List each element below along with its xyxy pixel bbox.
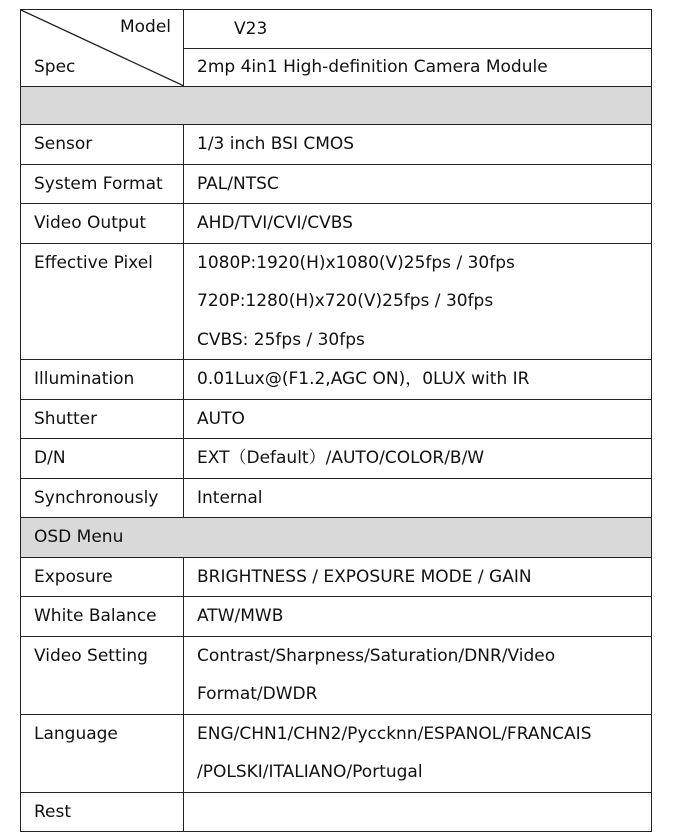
row-value-cell: [184, 478, 652, 518]
table-row: [21, 557, 652, 597]
section-divider-row: [21, 87, 652, 125]
row-value: ATW/MWB: [197, 606, 284, 626]
row-label: White Balance: [34, 606, 157, 626]
row-value: PAL/NTSC: [197, 173, 279, 194]
row-value-cell: [184, 636, 652, 714]
row-label: Illumination: [34, 369, 135, 389]
table-row: [21, 360, 652, 400]
row-value-cell: [184, 243, 652, 360]
model-value: V23: [184, 10, 651, 49]
row-value: 1/3 inch BSI CMOS: [197, 134, 355, 154]
row-label: Video Setting: [34, 645, 148, 666]
table-row: [21, 399, 652, 439]
row-label: Shutter: [34, 408, 98, 429]
row-label: Video Output: [34, 213, 147, 233]
spec-sheet: [20, 9, 651, 832]
row-value: AUTO: [197, 408, 245, 429]
row-value: AHD/TVI/CVI/CVBS: [197, 213, 353, 233]
row-label-cell: [21, 243, 184, 360]
row-value: Contrast/Sharpness/Saturation/DNR/Video: [197, 645, 556, 666]
osd-rows: [21, 557, 652, 832]
row-label-cell: [21, 557, 184, 597]
row-value: EXT（Default）/AUTO/COLOR/B/W: [197, 448, 485, 468]
row-value: Format/DWDR: [197, 684, 318, 704]
row-value-cell: [184, 164, 652, 204]
row-label: Synchronously: [34, 487, 159, 508]
table-row: [21, 636, 652, 714]
osd-section-row: [21, 518, 652, 558]
model-label: Model: [119, 17, 171, 37]
row-value-cell: [184, 597, 652, 637]
row-label-cell: [21, 360, 184, 400]
row-value-cell: [184, 204, 652, 244]
row-value: Internal: [197, 487, 263, 508]
row-value: 720P:1280(H)x720(V)25fps / 30fps: [197, 291, 494, 311]
table-row: [21, 243, 652, 360]
table-row: [21, 164, 652, 204]
row-value-cell: [184, 399, 652, 439]
row-label: Effective Pixel: [34, 252, 153, 273]
table-row: [21, 125, 652, 165]
row-label-cell: [21, 125, 184, 165]
row-label-cell: [21, 478, 184, 518]
row-value-cell: [184, 557, 652, 597]
table-row: [21, 478, 652, 518]
header-row: [21, 10, 652, 87]
row-value-cell: [184, 439, 652, 479]
row-value: ENG/CHN1/CHN2/Pyccknn/ESPANOL/FRANCAIS: [197, 723, 592, 744]
spec-label: Spec: [34, 57, 76, 77]
row-value-cell: [184, 714, 652, 792]
row-label: Language: [34, 723, 118, 744]
row-label: Rest: [34, 801, 72, 822]
row-label: Sensor: [34, 134, 93, 154]
osd-section-label: OSD Menu: [34, 527, 124, 547]
table-row: [21, 204, 652, 244]
row-label: D/N: [34, 448, 66, 468]
row-label-cell: [21, 597, 184, 637]
row-label: System Format: [34, 173, 163, 194]
row-value: BRIGHTNESS / EXPOSURE MODE / GAIN: [197, 566, 532, 587]
header-values-cell: [184, 10, 652, 87]
row-label-cell: [21, 636, 184, 714]
row-label-cell: [21, 399, 184, 439]
row-label: Exposure: [34, 566, 113, 587]
table-row: [21, 714, 652, 792]
row-label-cell: [21, 164, 184, 204]
row-label-cell: [21, 792, 184, 832]
row-value: 1080P:1920(H)x1080(V)25fps / 30fps: [197, 252, 515, 273]
row-value-empty: [197, 793, 651, 832]
row-label-cell: [21, 439, 184, 479]
section-divider-cell: [21, 87, 652, 125]
row-value-cell: [184, 792, 652, 832]
osd-section-cell: [21, 518, 652, 558]
row-value-cell: [184, 360, 652, 400]
spec-table: [20, 9, 652, 832]
row-value-cell: [184, 125, 652, 165]
table-row: [21, 597, 652, 637]
spec-value: 2mp 4in1 High-definition Camera Module: [197, 57, 548, 77]
row-label-cell: [21, 714, 184, 792]
table-row: [21, 439, 652, 479]
row-value: CVBS: 25fps / 30fps: [197, 329, 365, 350]
header-diagonal-cell: [21, 10, 184, 87]
table-row: [21, 792, 652, 832]
row-label-cell: [21, 204, 184, 244]
row-value: /POLSKI/ITALIANO/Portugal: [197, 762, 423, 782]
spec-rows: [21, 125, 652, 518]
row-value: 0.01Lux@(F1.2,AGC ON)，0LUX with IR: [197, 369, 530, 389]
